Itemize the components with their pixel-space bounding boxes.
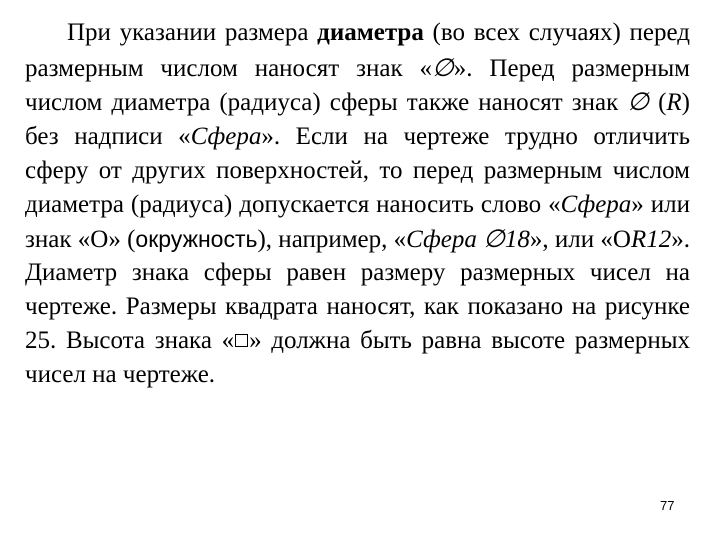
diameter-symbol: ∅ (432, 55, 454, 82)
text-line-4: без надписи «Сфера». Если на чертеже трудно отличить (25, 123, 690, 150)
sans-word-circle: окружность (135, 226, 258, 252)
square-symbol-icon (235, 334, 248, 347)
text-line-10: 25. Высота знака « » должна быть равна высоте размерных (25, 327, 690, 354)
italic-example-sphere-18: Сфера ∅18 (406, 226, 530, 253)
italic-word-sphere: Сфера (190, 123, 262, 150)
text-line-2: размерным числом наносят знак «∅». Перед размерным (25, 55, 690, 82)
diameter-symbol: ∅ (627, 89, 650, 116)
page-number: 77 (660, 498, 675, 513)
text-line-8: Диаметр знака сферы равен размеру размерных чисел на (25, 259, 690, 286)
italic-word-sphere: Сфера (560, 191, 632, 218)
text-line-1: При указании размера диаметра (во всех случаях) перед (67, 19, 690, 46)
text-line-9: чертеже. Размеры квадрата наносят, как показано на рисунке (25, 293, 690, 320)
text-line-11: чисел на чертеже. (25, 361, 216, 388)
bold-term-diameter: диаметра (317, 19, 424, 46)
text-line-5: сферу от других поверхностей, то перед размерным числом (25, 157, 690, 184)
text-line-7: знак «О» (окружность), например, «Сфера ∅18», или «ОR12». (25, 226, 690, 253)
text-line-6: диаметра (радиуса) допускается наносить слово «Сфера» или (25, 191, 690, 218)
text-line-3: числом диаметра (радиуса) сферы также наносят знак ∅ (R) (25, 89, 690, 116)
italic-example-r12: R12 (630, 226, 672, 253)
radius-letter: R (666, 89, 682, 116)
